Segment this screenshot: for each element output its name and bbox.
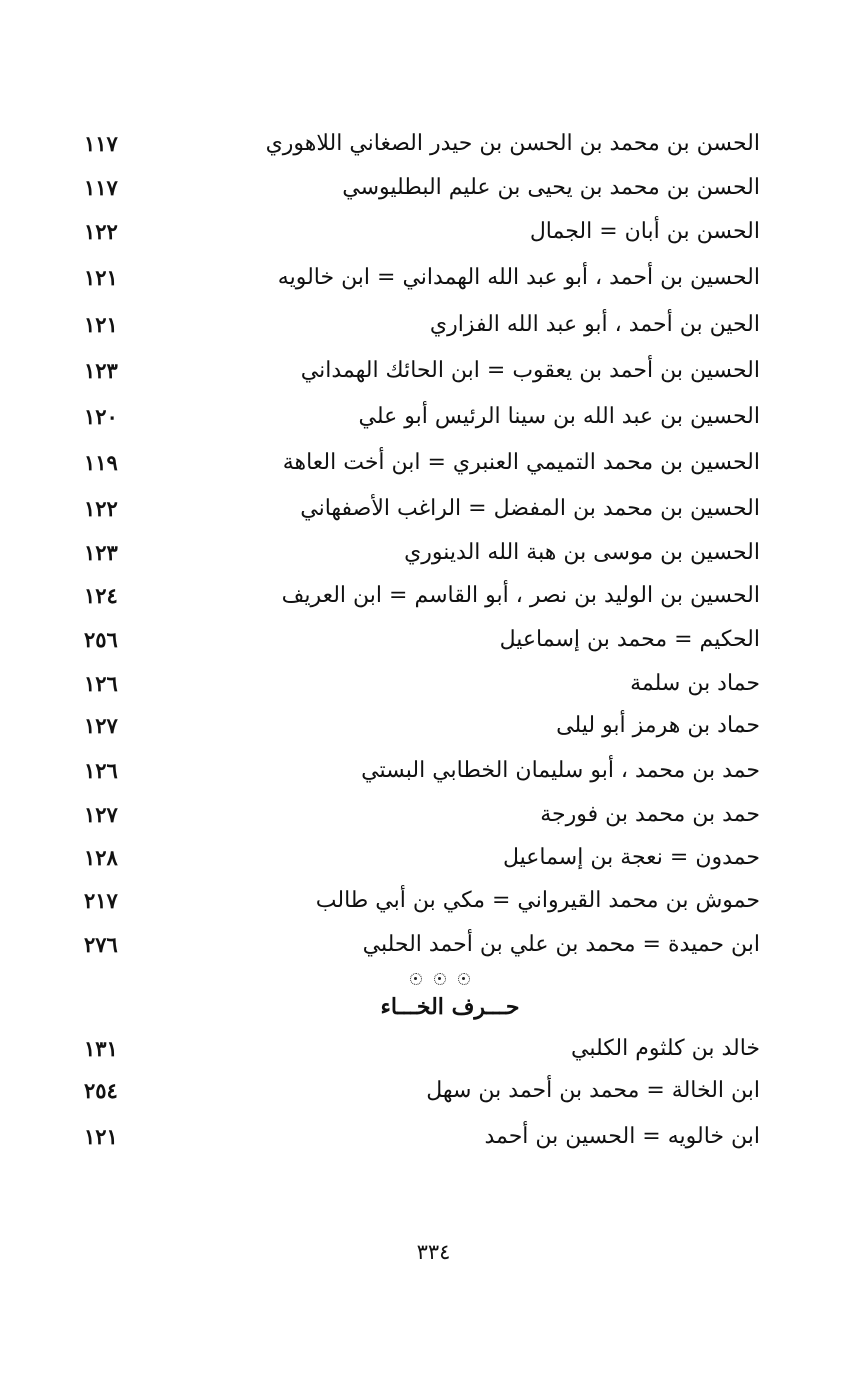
- entry-name: الحسين بن أحمد ، أبو عبد الله الهمداني = ابن خالويه: [277, 265, 760, 290]
- index-entry: [70, 1029, 760, 1069]
- index-entry: [70, 124, 760, 164]
- entry-name: ابن خالويه = الحسين بن أحمد: [484, 1124, 760, 1149]
- index-entry: [70, 443, 760, 483]
- index-entry: [70, 397, 760, 437]
- index-entry: [70, 1117, 760, 1157]
- entry-page-number: ١٢٠: [84, 404, 118, 429]
- entry-name: حمدون = نعجة بن إسماعيل: [502, 845, 760, 870]
- index-entry: [70, 576, 760, 616]
- entry-page-number: ١٢٧: [84, 802, 118, 827]
- entry-name: الحسن بن محمد بن يحيى بن عليم البطليوسي: [342, 175, 760, 200]
- entry-page-number: ١٢١: [84, 1124, 118, 1149]
- index-entry: [70, 881, 760, 921]
- index-entry: [70, 751, 760, 791]
- entry-name: الحسن بن محمد بن الحسن بن حيدر الصغاني اللاهوري: [265, 131, 760, 156]
- entry-page-number: ٢٧٦: [84, 932, 118, 957]
- entry-page-number: ١١٧: [84, 131, 118, 156]
- index-entry: [70, 305, 760, 345]
- ornament-icon: [434, 973, 446, 985]
- index-entry: [70, 838, 760, 878]
- index-entry: [70, 489, 760, 529]
- entry-name: ابن الخالة = محمد بن أحمد بن سهل: [426, 1078, 760, 1103]
- section-heading: حـــرف الخـــاء: [380, 994, 520, 1020]
- entry-name: الحسين بن عبد الله بن سينا الرئيس أبو علي: [358, 404, 760, 429]
- entry-page-number: ٢٥٤: [84, 1078, 118, 1103]
- entry-name: الحسن بن أبان = الجمال: [529, 219, 760, 244]
- section-divider-ornament: [410, 969, 470, 989]
- index-entry: [70, 1071, 760, 1111]
- entry-name: الحسين بن موسى بن هبة الله الدينوري: [404, 540, 760, 565]
- index-entry: [70, 533, 760, 573]
- entry-page-number: ٢١٧: [84, 888, 118, 913]
- entry-name: حمد بن محمد بن فورجة: [540, 802, 760, 827]
- entry-page-number: ١٢٧: [84, 713, 118, 738]
- index-entry: [70, 795, 760, 835]
- entry-name: الحسين بن محمد التميمي العنبري = ابن أخت العاهة: [282, 450, 760, 475]
- entry-page-number: ١١٩: [84, 450, 118, 475]
- index-entry: [70, 706, 760, 746]
- entry-name: حمد بن محمد ، أبو سليمان الخطابي البستي: [361, 758, 760, 783]
- entry-page-number: ١٢٣: [84, 540, 118, 565]
- ornament-icon: [458, 973, 470, 985]
- index-entry: [70, 258, 760, 298]
- entry-page-number: ١٢٨: [84, 845, 118, 870]
- entry-name: حماد بن سلمة: [630, 671, 760, 696]
- entry-page-number: ١٢٢: [84, 219, 118, 244]
- entry-page-number: ٢٥٦: [84, 627, 118, 652]
- entry-name: الحسين بن أحمد بن يعقوب = ابن الحائك الهمداني: [300, 358, 760, 383]
- entry-name: حماد بن هرمز أبو ليلى: [556, 713, 760, 738]
- entry-name: الحسين بن الوليد بن نصر ، أبو القاسم = ابن العريف: [281, 583, 760, 608]
- index-entry: [70, 620, 760, 660]
- entry-page-number: ١١٧: [84, 175, 118, 200]
- entry-page-number: ١٢٢: [84, 496, 118, 521]
- index-entry: [70, 168, 760, 208]
- entry-page-number: ١٢١: [84, 312, 118, 337]
- entry-name: الحسين بن محمد بن المفضل = الراغب الأصفهاني: [300, 496, 760, 521]
- entry-name: ابن حميدة = محمد بن علي بن أحمد الحلبي: [362, 932, 760, 957]
- index-entry: [70, 664, 760, 704]
- entry-name: حموش بن محمد القيرواني = مكي بن أبي طالب: [315, 888, 760, 913]
- entry-page-number: ١٣١: [84, 1036, 118, 1061]
- entry-page-number: ١٢١: [84, 265, 118, 290]
- entry-page-number: ١٢٤: [84, 583, 118, 608]
- index-entry: [70, 925, 760, 965]
- index-entry: [70, 351, 760, 391]
- page-number: ٣٣٤: [416, 1240, 451, 1264]
- entry-page-number: ١٢٦: [84, 671, 118, 696]
- entry-page-number: ١٢٣: [84, 358, 118, 383]
- entry-name: الحكيم = محمد بن إسماعيل: [499, 627, 760, 652]
- index-entry: [70, 212, 760, 252]
- entry-name: الحين بن أحمد ، أبو عبد الله الفزاري: [429, 312, 760, 337]
- entry-name: خالد بن كلثوم الكلبي: [570, 1036, 760, 1061]
- entry-page-number: ١٢٦: [84, 758, 118, 783]
- ornament-icon: [410, 973, 422, 985]
